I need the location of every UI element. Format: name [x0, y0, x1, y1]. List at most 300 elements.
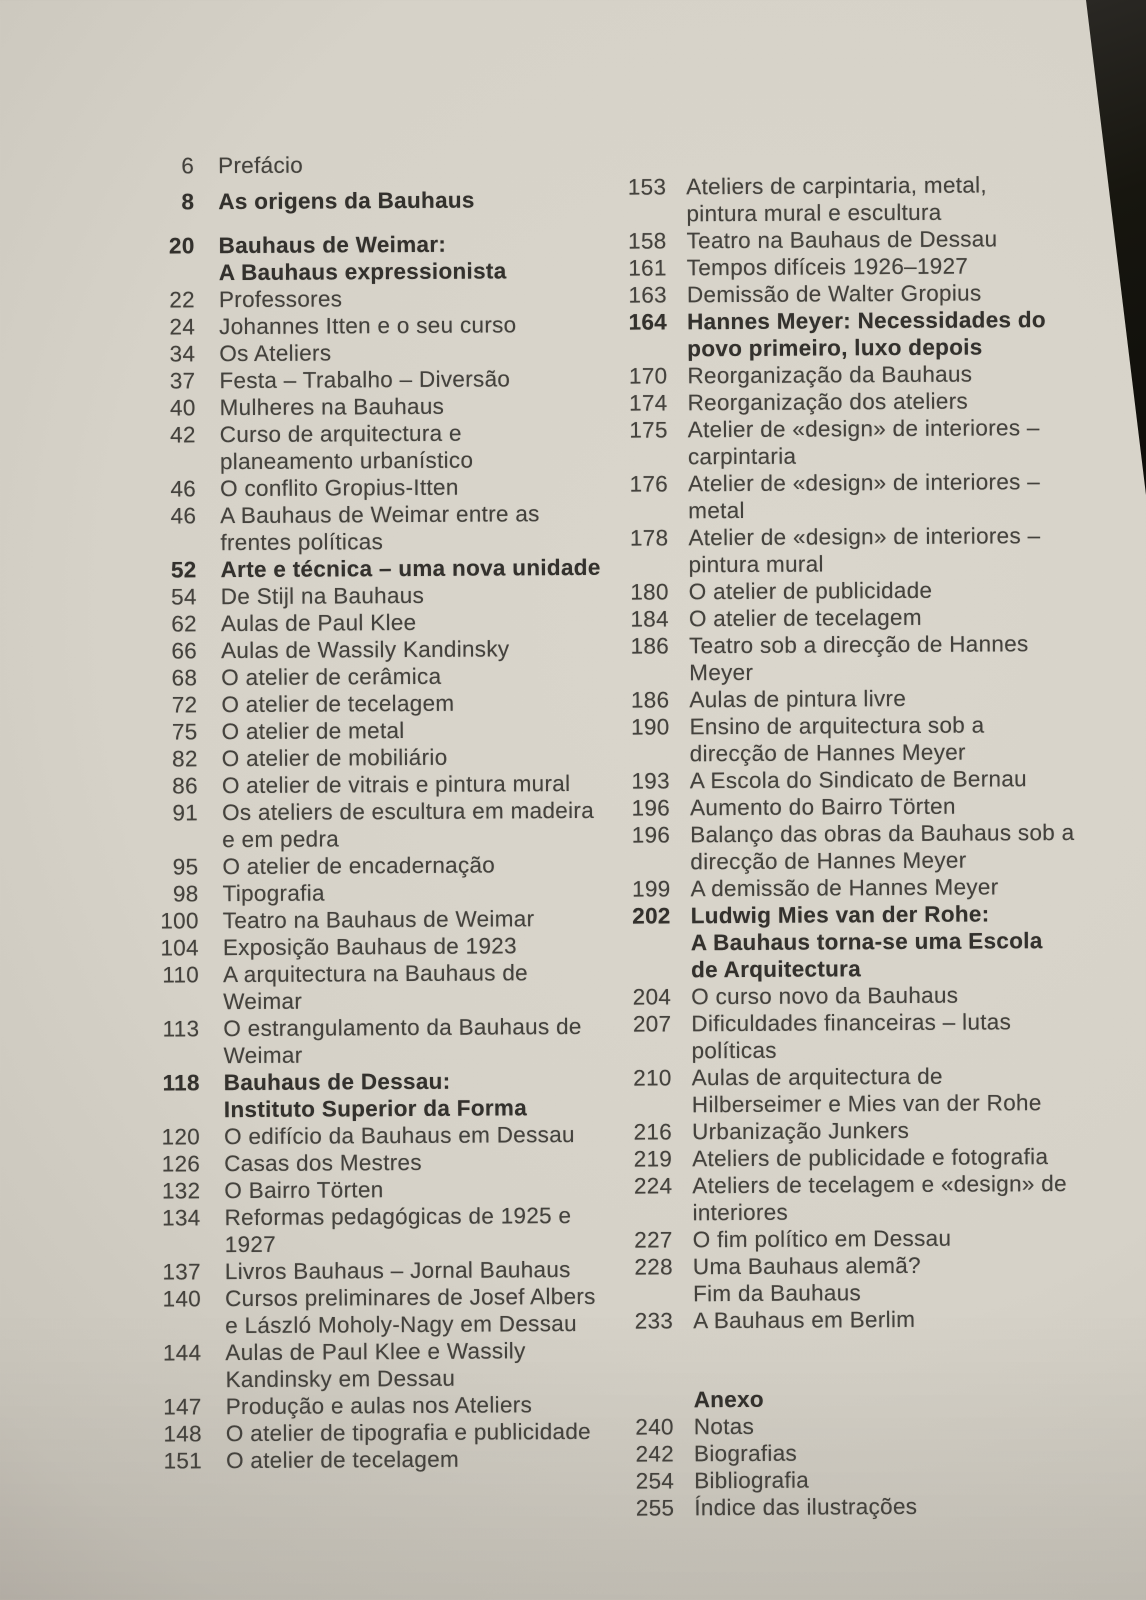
toc-entry-line: Índice das ilustrações — [694, 1493, 918, 1521]
toc-entry-line: Ludwig Mies van der Rohe: — [690, 901, 990, 929]
toc-page-number: 6 — [181, 153, 195, 179]
toc-page-number: 196 — [631, 822, 671, 848]
toc-page-number: 113 — [162, 1016, 200, 1042]
toc-page-number: 163 — [628, 282, 667, 308]
toc-entry-line: Produção e aulas nos Ateliers — [225, 1392, 533, 1420]
toc-entry-line: De Stijl na Bauhaus — [220, 582, 425, 610]
toc-entry-line: Atelier de «design» de interiores – — [687, 469, 1041, 497]
toc-entry-title — [689, 684, 1137, 714]
toc-entry — [605, 225, 1135, 255]
toc-entry — [605, 279, 1135, 309]
toc-page-number: 40 — [169, 395, 196, 421]
toc-entry — [138, 419, 618, 476]
toc-entry-line: As origens da Bauhaus — [218, 187, 475, 215]
toc-entry-line: Kandinsky em Dessau — [225, 1365, 456, 1393]
toc-entry — [141, 959, 621, 1016]
toc-entry-line: Ateliers de publicidade e fotografia — [692, 1144, 1049, 1172]
toc-entry-line: O atelier de tecelagem — [225, 1446, 460, 1474]
toc-entry-line: Atelier de «design» de interiores – — [688, 523, 1041, 551]
toc-entry — [139, 608, 619, 638]
toc-entry-title — [692, 1170, 1140, 1227]
toc-page-number: 207 — [632, 1011, 672, 1037]
toc-entry-title — [687, 225, 1135, 255]
toc-page-number: 37 — [169, 368, 196, 394]
toc-entry-title — [222, 878, 620, 907]
toc-entry-title — [689, 603, 1137, 633]
toc-entry-title — [221, 554, 619, 583]
toc-entry-line: 1927 — [224, 1231, 277, 1258]
toc-entry — [612, 1438, 1142, 1468]
toc-entry-title — [687, 306, 1135, 363]
toc-entry-line: Balanço das obras da Bauhaus sob a — [690, 819, 1075, 848]
toc-entry — [142, 1067, 622, 1124]
toc-page-number: 62 — [171, 611, 197, 637]
toc-entry-line: O curso novo da Bauhaus — [691, 982, 959, 1010]
toc-page-number: 158 — [628, 228, 667, 254]
toc-entry — [140, 797, 620, 854]
toc-entry-line: Johannes Itten e o seu curso — [219, 312, 517, 340]
toc-page-number: 86 — [172, 773, 198, 799]
toc-entry-title — [219, 230, 617, 286]
toc-page-number: 170 — [628, 363, 668, 389]
toc-entry-line: A Bauhaus em Berlim — [693, 1306, 916, 1334]
toc-entry-line: O atelier de mobiliário — [221, 744, 448, 772]
toc-entry-title — [693, 1305, 1141, 1335]
toc-entry-line: Aulas de pintura livre — [689, 685, 907, 713]
toc-entry-line: Meyer — [689, 659, 754, 686]
toc-entry — [140, 878, 620, 908]
toc-entry-line: O atelier de cerâmica — [221, 663, 442, 691]
toc-entry-line: pintura mural — [688, 551, 824, 578]
toc-entry-line: Aumento do Bairro Törten — [689, 793, 956, 821]
toc-page-number: 126 — [161, 1151, 201, 1177]
toc-entry-line: Uma Bauhaus alemã? — [692, 1252, 921, 1280]
toc-entry-title — [686, 171, 1134, 228]
toc-column-right — [604, 171, 1142, 1522]
toc-page-number: 184 — [630, 606, 669, 632]
toc-entry — [611, 1224, 1141, 1254]
toc-page-number: 210 — [633, 1065, 672, 1091]
toc-entry — [136, 186, 616, 216]
toc-entry-line: O Bairro Törten — [224, 1177, 384, 1204]
toc-entry-line: Aulas de arquitectura de — [691, 1063, 943, 1091]
toc-page-number: 219 — [633, 1146, 673, 1172]
toc-entry-line: Ensino de arquitectura sob a — [689, 712, 985, 740]
toc-page-number: 174 — [629, 390, 668, 416]
toc-entry-line: A Escola do Sindicato de Bernau — [689, 766, 1027, 794]
toc-entry — [610, 1170, 1140, 1227]
toc-entry-line: Hannes Meyer: Necessidades do — [687, 307, 1047, 335]
toc-entry — [139, 662, 619, 692]
toc-page-number: 254 — [635, 1468, 675, 1494]
toc-entry-title — [219, 365, 617, 394]
toc-entry — [606, 414, 1136, 471]
toc-entry-line: Weimar — [223, 1042, 303, 1069]
toc-entry-title — [218, 186, 616, 215]
toc-entry-title — [689, 711, 1137, 768]
toc-entry-title — [219, 284, 617, 313]
toc-page-number: 98 — [172, 881, 199, 907]
toc-page-number: 82 — [172, 746, 198, 772]
toc-page-number: 178 — [629, 525, 669, 551]
toc-entry — [141, 1013, 621, 1070]
toc-page-number — [612, 1386, 674, 1413]
toc-page-number: 91 — [172, 800, 199, 826]
toc-entry — [606, 468, 1136, 525]
toc-entry — [607, 684, 1137, 714]
toc-page-number: 233 — [634, 1308, 674, 1334]
toc-entry-title — [226, 1391, 624, 1420]
toc-entry-title — [687, 360, 1135, 390]
toc-entry-line: povo primeiro, luxo depois — [687, 334, 983, 362]
toc-entry-title — [689, 630, 1137, 687]
toc-entry-line: Reorganização da Bauhaus — [687, 361, 973, 389]
toc-entry — [137, 311, 617, 341]
toc-entry — [142, 1202, 622, 1259]
toc-page-number: 118 — [162, 1070, 200, 1096]
toc-entry-line: Teatro na Bauhaus de Weimar — [222, 906, 535, 934]
toc-page-number: 216 — [633, 1119, 673, 1145]
toc-entry-title — [220, 473, 618, 502]
toc-entry-title — [220, 500, 618, 556]
toc-entry — [605, 360, 1135, 390]
toc-page-number: 255 — [635, 1495, 675, 1521]
toc-entry-title — [221, 635, 619, 664]
toc-entry — [144, 1445, 624, 1475]
toc-entry-title — [222, 797, 620, 853]
toc-page-number: 72 — [171, 692, 198, 718]
toc-entry-line: pintura mural e escultura — [686, 199, 942, 227]
toc-page-number: 46 — [170, 503, 197, 529]
toc-entry-title — [223, 959, 621, 1015]
toc-entry — [606, 522, 1136, 579]
toc-entry — [141, 932, 621, 962]
toc-entry-line: Ateliers de carpintaria, metal, — [686, 172, 988, 200]
toc-entry — [607, 711, 1137, 768]
toc-page-number: 144 — [162, 1340, 202, 1366]
toc-entry-line: Fim da Bauhaus — [692, 1280, 862, 1307]
toc-entry-line: O estrangulamento da Bauhaus de — [223, 1013, 582, 1042]
toc-page-number: 66 — [171, 638, 198, 664]
toc-entry-line: O conflito Gropius-Itten — [220, 474, 459, 502]
toc-entry — [612, 1492, 1142, 1522]
toc-page-number: 224 — [633, 1173, 673, 1199]
toc-entry — [611, 1305, 1141, 1335]
toc-entry — [609, 981, 1139, 1011]
toc-entry-title — [687, 279, 1135, 309]
toc-entry-line: O atelier de tecelagem — [221, 690, 455, 718]
toc-entry — [608, 765, 1138, 795]
toc-page-number: 104 — [160, 935, 199, 961]
toc-page-number: 110 — [162, 962, 200, 988]
toc-entry-title — [688, 414, 1136, 471]
toc-entry — [604, 171, 1134, 228]
toc-page-number: 193 — [631, 768, 670, 794]
toc-page-number: 196 — [631, 795, 671, 821]
toc-entry-title — [692, 1062, 1140, 1119]
toc-entry-line: direcção de Hannes Meyer — [690, 847, 967, 875]
toc-entry-title — [691, 900, 1139, 984]
toc-entry-title — [222, 770, 620, 799]
toc-page-number: 75 — [171, 719, 198, 745]
toc-entry-line: Os ateliers de escultura em madeira — [221, 797, 595, 826]
toc-page-number: 148 — [163, 1421, 202, 1447]
toc-entry — [142, 1121, 622, 1151]
toc-page-number: 161 — [628, 255, 667, 281]
toc-page-number: 240 — [635, 1414, 674, 1440]
toc-entry-title — [220, 419, 618, 475]
toc-entry-line: Atelier de «design» de interiores – — [687, 415, 1040, 443]
toc-entry — [138, 500, 618, 557]
toc-entry-line: Instituto Superior da Forma — [223, 1095, 528, 1123]
toc-entry-title — [692, 1143, 1140, 1173]
toc-entry-line: Tempos difíceis 1926–1927 — [686, 253, 969, 281]
toc-entry-title — [226, 1418, 624, 1447]
toc-entry-line: Os Ateliers — [219, 340, 332, 367]
toc-entry — [607, 603, 1137, 633]
toc-entry — [605, 306, 1135, 363]
toc-page-number: 190 — [631, 714, 670, 740]
toc-entry-line: planeamento urbanístico — [219, 447, 474, 475]
toc-entry-title — [694, 1411, 1142, 1441]
toc-entry-line: A Bauhaus expressionista — [218, 258, 507, 286]
toc-entry-line: Professores — [218, 286, 343, 313]
toc-entry-title — [224, 1121, 622, 1150]
toc-entry-line: Tipografia — [222, 880, 325, 907]
toc-entry — [609, 1008, 1139, 1065]
toc-entry-line: O atelier de tecelagem — [688, 604, 922, 632]
toc-page-number: 151 — [163, 1448, 203, 1474]
toc-entry-title — [225, 1337, 623, 1393]
toc-column-left — [136, 150, 624, 1475]
toc-entry-line: direcção de Hannes Meyer — [689, 739, 966, 767]
toc-entry-line: metal — [688, 497, 745, 524]
toc-entry-title — [694, 1465, 1142, 1495]
toc-page-number: 175 — [629, 417, 668, 443]
toc-entry — [139, 554, 619, 584]
toc-entry — [610, 1143, 1140, 1173]
toc-entry-line: Biografias — [693, 1440, 798, 1467]
toc-entry-title — [223, 905, 621, 934]
toc-page-number: 46 — [170, 476, 197, 502]
toc-page-number: 176 — [629, 471, 669, 497]
toc-page-number: 242 — [635, 1441, 675, 1467]
toc-page-number: 34 — [169, 341, 196, 367]
toc-entry-line: Cursos preliminares de Josef Albers — [224, 1283, 596, 1312]
toc-entry — [137, 284, 617, 314]
toc-entry-line: Anexo — [693, 1386, 765, 1413]
toc-entry-line: O edifício da Bauhaus em Dessau — [223, 1121, 575, 1150]
toc-entry-title — [694, 1492, 1142, 1522]
toc-entry-line: de Arquitectura — [690, 956, 862, 983]
toc-page-number: 228 — [634, 1254, 673, 1280]
toc-page-number: 202 — [632, 903, 671, 929]
toc-entry — [608, 819, 1138, 876]
toc-page-number: 153 — [627, 174, 667, 200]
toc-entry-line: Casas dos Mestres — [224, 1149, 422, 1177]
toc-entry-line: e László Moholy-Nagy em Dessau — [225, 1310, 577, 1339]
toc-entry — [144, 1391, 624, 1421]
toc-entry-title — [219, 311, 617, 340]
toc-entry-line: Hilberseimer e Mies van der Rohe — [691, 1090, 1042, 1118]
toc-entry-line: O atelier de tipografia e publicidade — [225, 1418, 592, 1447]
toc-entry — [612, 1411, 1142, 1441]
toc-entry — [136, 150, 616, 180]
toc-entry — [137, 338, 617, 368]
toc-entry — [605, 252, 1135, 282]
toc-entry-title — [220, 392, 618, 421]
toc-entry-title — [224, 1148, 622, 1177]
toc-entry-title — [225, 1256, 623, 1285]
toc-entry-line: Prefácio — [218, 152, 304, 179]
toc-entry-line: A demissão de Hannes Meyer — [690, 874, 999, 902]
toc-entry-title — [222, 851, 620, 880]
toc-entry-line: e em pedra — [222, 826, 340, 853]
toc-entry-title — [219, 338, 617, 367]
toc-entry — [140, 851, 620, 881]
toc-entry-title — [221, 689, 619, 718]
toc-entry-line: Teatro na Bauhaus de Dessau — [686, 226, 998, 254]
toc-entry-title — [226, 1445, 624, 1474]
toc-entry — [608, 873, 1138, 903]
toc-entry — [139, 716, 619, 746]
toc-page-number: 137 — [162, 1259, 201, 1285]
toc-entry — [139, 581, 619, 611]
toc-entry-line: O atelier de vitrais e pintura mural — [221, 771, 571, 799]
toc-page-number: 54 — [171, 584, 197, 610]
toc-entry — [142, 1148, 622, 1178]
toc-entry — [143, 1283, 623, 1340]
toc-entry-line: Bauhaus de Dessau: — [223, 1068, 451, 1096]
toc-entry — [612, 1384, 1142, 1414]
toc-page-number: 22 — [169, 287, 196, 313]
toc-entry-line: Aulas de Paul Klee — [220, 609, 417, 637]
toc-entry-title — [224, 1067, 622, 1123]
toc-entry — [139, 635, 619, 665]
toc-entry-line: Demissão de Walter Gropius — [686, 280, 982, 308]
toc-entry-title — [688, 468, 1136, 525]
toc-entry-title — [693, 1251, 1141, 1308]
toc-entry — [138, 473, 618, 503]
toc-page-number: 199 — [632, 876, 671, 902]
toc-entry-line: Livros Bauhaus – Jornal Bauhaus — [224, 1257, 571, 1285]
toc-entry — [612, 1465, 1142, 1495]
toc-entry-title — [687, 387, 1135, 417]
toc-page-number: 100 — [160, 908, 199, 934]
toc-entry-title — [690, 819, 1138, 876]
toc-entry — [610, 1116, 1140, 1146]
toc-page-number: 42 — [170, 422, 196, 448]
toc-entry-title — [692, 1116, 1140, 1146]
toc-page-number: 20 — [168, 233, 195, 259]
toc-page-number: 164 — [628, 309, 668, 335]
toc-entry — [609, 900, 1139, 984]
toc-page-number: 227 — [634, 1227, 673, 1253]
toc-page-number: 186 — [630, 633, 670, 659]
toc-entry-title — [690, 873, 1138, 903]
toc-entry-title — [222, 743, 620, 772]
toc-entry-line: Notas — [693, 1413, 755, 1440]
toc-entry-line: Arte e técnica – uma nova unidade — [220, 554, 601, 583]
toc-entry — [607, 576, 1137, 606]
toc-page-number: 52 — [170, 557, 197, 583]
toc-page-number: 140 — [162, 1286, 202, 1312]
toc-entry-line: Ateliers de tecelagem e «design» de — [692, 1170, 1067, 1199]
toc-entry-title — [694, 1384, 1142, 1414]
toc-entry — [138, 392, 618, 422]
toc-entry-line: O atelier de publicidade — [688, 577, 933, 605]
toc-entry-line: Aulas de Wassily Kandinsky — [221, 636, 510, 664]
toc-entry — [137, 365, 617, 395]
toc-page-number: 204 — [632, 984, 672, 1010]
toc-entry-title — [691, 1008, 1139, 1065]
toc-entry — [611, 1251, 1141, 1308]
toc-entry-line: políticas — [691, 1037, 777, 1064]
toc-entry-line: A arquitectura na Bauhaus de — [222, 960, 529, 988]
toc-entry-title — [693, 1224, 1141, 1254]
toc-entry-line: Reformas pedagógicas de 1925 e — [224, 1203, 572, 1231]
toc-page-number: 120 — [161, 1124, 201, 1150]
toc-entry-title — [694, 1438, 1142, 1468]
toc-entry-title — [223, 932, 621, 961]
toc-entry — [608, 792, 1138, 822]
toc-entry-line: carpintaria — [687, 443, 797, 470]
toc-entry-line: O atelier de encadernação — [222, 852, 496, 880]
toc-entry-line: O atelier de metal — [221, 718, 405, 745]
toc-entry — [610, 1062, 1140, 1119]
toc-entry-title — [687, 252, 1135, 282]
toc-entry — [605, 387, 1135, 417]
toc-entry-line: Exposição Bauhaus de 1923 — [222, 933, 517, 961]
toc-entry-line: Weimar — [223, 988, 303, 1015]
toc-page-number: 134 — [162, 1205, 201, 1231]
toc-entry-line: Curso de arquitectura e — [219, 420, 462, 448]
toc-entry-line: Teatro sob a direcção de Hannes — [688, 631, 1029, 659]
toc-entry — [137, 230, 617, 287]
toc-entry-title — [688, 522, 1136, 579]
toc-entry — [607, 630, 1137, 687]
toc-entry-line: Bibliografia — [694, 1467, 810, 1494]
toc-page-number: 147 — [163, 1394, 202, 1420]
toc-entry — [139, 689, 619, 719]
toc-page-number: 186 — [630, 687, 670, 713]
toc-entry-title — [221, 581, 619, 610]
toc-entry — [143, 1256, 623, 1286]
toc-entry-title — [221, 608, 619, 637]
toc-entry-line: Mulheres na Bauhaus — [219, 393, 445, 421]
toc-entry-title — [690, 765, 1138, 795]
toc-entry-line: O fim político em Dessau — [692, 1225, 952, 1253]
toc-entry-line: A Bauhaus de Weimar entre as — [220, 501, 540, 529]
toc-entry-title — [689, 576, 1137, 606]
toc-entry-line: Aulas de Paul Klee e Wassily — [225, 1338, 526, 1366]
toc-page-number: 95 — [172, 854, 199, 880]
toc-page-number: 132 — [161, 1178, 201, 1204]
toc-entry — [142, 1175, 622, 1205]
toc-entry-line: interiores — [692, 1199, 789, 1226]
toc-page-number: 24 — [169, 314, 196, 340]
toc-entry-title — [225, 1283, 623, 1339]
toc-entry-title — [223, 1013, 621, 1069]
toc-entry-line: A Bauhaus torna-se uma Escola — [690, 928, 1043, 956]
toc-entry-line: frentes políticas — [220, 529, 384, 556]
toc-entry — [143, 1337, 623, 1394]
toc-entry — [140, 743, 620, 773]
toc-entry-line: Reorganização dos ateliers — [687, 388, 969, 416]
toc-entry — [141, 905, 621, 935]
toc-entry-title — [690, 792, 1138, 822]
toc-entry — [140, 770, 620, 800]
